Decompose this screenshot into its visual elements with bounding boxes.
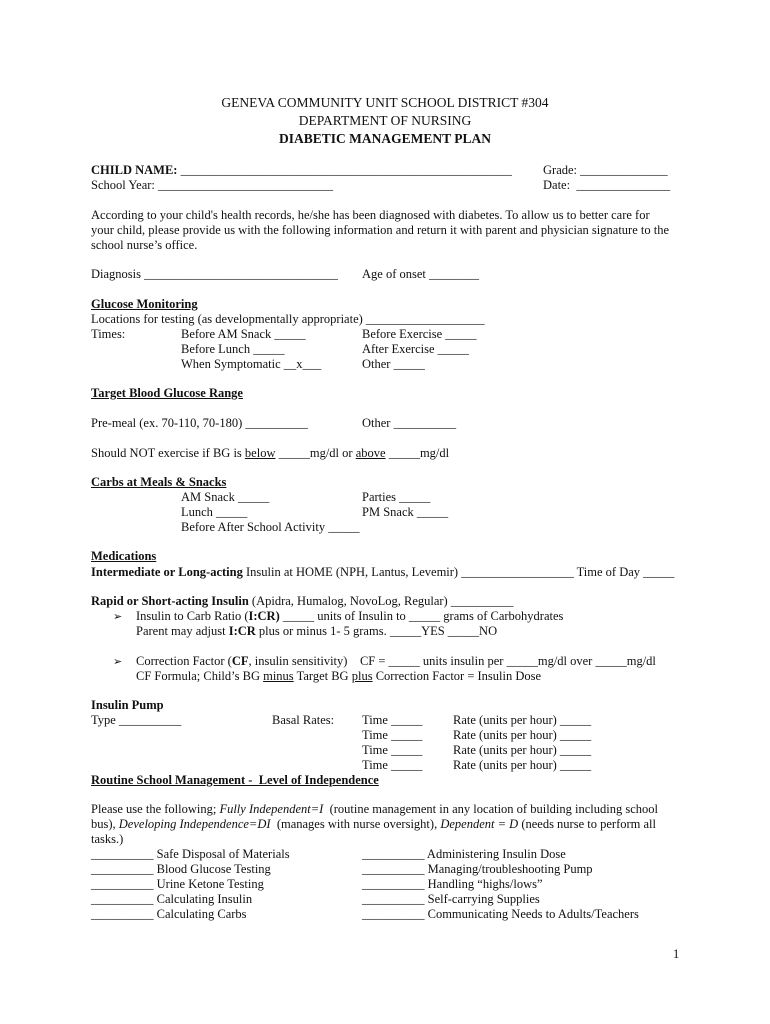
task-item[interactable]: __________ Communicating Needs to Adults/Teachers bbox=[362, 907, 639, 921]
fully-independent-key: Fully Independent=I bbox=[219, 802, 324, 816]
exercise-limit-text: _____mg/dl bbox=[385, 446, 450, 460]
document-title: DIABETIC MANAGEMENT PLAN bbox=[278, 131, 492, 146]
routine-instructions-line-2 bbox=[91, 817, 656, 832]
rapid-insulin-line[interactable] bbox=[91, 594, 513, 609]
basal-time-field[interactable]: Time _____ bbox=[362, 743, 423, 757]
instructions-text: (manages with nurse oversight), bbox=[270, 817, 441, 831]
parent-adjust-line[interactable] bbox=[136, 624, 497, 639]
before-am-snack-field[interactable]: Before AM Snack _____ bbox=[181, 327, 306, 341]
exercise-limit-text: _____mg/dl or bbox=[275, 446, 356, 460]
routine-instructions-line-1 bbox=[91, 802, 658, 817]
parent-adjust-icr: I:CR bbox=[228, 624, 256, 638]
task-item[interactable]: __________ Managing/troubleshooting Pump bbox=[362, 862, 593, 876]
arrow-bullet-icon: ➢ bbox=[113, 610, 123, 623]
times-label: Times: bbox=[91, 327, 126, 341]
formula-minus: minus bbox=[263, 669, 294, 683]
basal-rate-field[interactable]: Rate (units per hour) _____ bbox=[453, 713, 592, 727]
formula-text: Target BG bbox=[293, 669, 352, 683]
intermediate-text: Insulin at HOME (NPH, Lantus, Levemir) __________________ Time of Day _____ bbox=[242, 565, 675, 579]
district-name: GENEVA COMMUNITY UNIT SCHOOL DISTRICT #304 bbox=[221, 95, 549, 110]
pump-type-field[interactable]: Type __________ bbox=[91, 713, 182, 727]
task-item[interactable]: __________ Administering Insulin Dose bbox=[362, 847, 566, 861]
age-of-onset-field[interactable]: Age of onset ________ bbox=[362, 267, 479, 281]
correction-factor-line[interactable] bbox=[136, 654, 656, 669]
cf-label: CF bbox=[231, 654, 249, 668]
parent-adjust-text: Parent may adjust bbox=[136, 624, 229, 638]
above-text: above bbox=[355, 446, 386, 460]
task-item[interactable]: __________ Safe Disposal of Materials bbox=[91, 847, 290, 861]
developing-independence-key: Developing Independence=DI bbox=[118, 817, 271, 831]
basal-time-field[interactable]: Time _____ bbox=[362, 758, 423, 772]
grade-field[interactable]: Grade: ______________ bbox=[543, 163, 668, 177]
carbs-heading: Carbs at Meals & Snacks bbox=[91, 475, 227, 489]
instructions-text: bus), bbox=[91, 817, 119, 831]
formula-text: Correction Factor = Insulin Dose bbox=[372, 669, 542, 683]
basal-rate-field[interactable]: Rate (units per hour) _____ bbox=[453, 758, 592, 772]
am-snack-carbs-field[interactable]: AM Snack _____ bbox=[181, 490, 270, 504]
cf-text: , insulin sensitivity) CF = _____ units insulin per _____mg/dl over _____mg/dl bbox=[248, 654, 656, 668]
after-exercise-field[interactable]: After Exercise _____ bbox=[362, 342, 469, 356]
other-time-field[interactable]: Other _____ bbox=[362, 357, 425, 371]
school-year-field[interactable]: School Year: ____________________________ bbox=[91, 178, 334, 192]
other-range-field[interactable]: Other __________ bbox=[362, 416, 457, 430]
page-number: 1 bbox=[673, 947, 680, 961]
rapid-label: Rapid or Short-acting Insulin bbox=[91, 594, 249, 608]
icr-text: Insulin to Carb Ratio ( bbox=[136, 609, 249, 623]
intermediate-insulin-line[interactable] bbox=[91, 565, 674, 580]
intro-line-3: school nurse’s office. bbox=[91, 238, 198, 252]
before-lunch-field[interactable]: Before Lunch _____ bbox=[181, 342, 285, 356]
diagnosis-field[interactable]: Diagnosis _______________________________ bbox=[91, 267, 338, 281]
cf-text: Correction Factor ( bbox=[136, 654, 232, 668]
date-field[interactable]: Date: _______________ bbox=[543, 178, 671, 192]
icr-text: _____ units of Insulin to _____ grams of Carbohydrates bbox=[279, 609, 564, 623]
parent-adjust-text: plus or minus 1- 5 grams. _____YES _____NO bbox=[255, 624, 498, 638]
child-name-field[interactable]: _____________________________________________________ bbox=[177, 163, 512, 177]
target-range-heading: Target Blood Glucose Range bbox=[91, 386, 243, 400]
cf-formula-line bbox=[136, 669, 541, 684]
routine-instructions-line-3: tasks.) bbox=[91, 832, 124, 846]
child-name-label: CHILD NAME: bbox=[91, 163, 178, 177]
task-item[interactable]: __________ Calculating Carbs bbox=[91, 907, 247, 921]
dependent-key: Dependent = D bbox=[440, 817, 519, 831]
basal-rate-field[interactable]: Rate (units per hour) _____ bbox=[453, 728, 592, 742]
task-item[interactable]: __________ Self-carrying Supplies bbox=[362, 892, 540, 906]
intro-line-1: According to your child's health records, he/she has been diagnosed with diabetes. To allow us to better care for bbox=[91, 208, 650, 222]
rapid-text: (Apidra, Humalog, NovoLog, Regular) __________ bbox=[248, 594, 514, 608]
lunch-carbs-field[interactable]: Lunch _____ bbox=[181, 505, 248, 519]
after-school-activity-field[interactable]: Before After School Activity _____ bbox=[181, 520, 360, 534]
arrow-bullet-icon: ➢ bbox=[113, 655, 123, 668]
intermediate-label: Intermediate or Long-acting bbox=[91, 565, 243, 579]
testing-locations-field[interactable]: Locations for testing (as developmentally appropriate) ___________________ bbox=[91, 312, 485, 326]
task-item[interactable]: __________ Blood Glucose Testing bbox=[91, 862, 271, 876]
premeal-field[interactable]: Pre-meal (ex. 70-110, 70-180) __________ bbox=[91, 416, 308, 430]
instructions-text: Please use the following; bbox=[91, 802, 220, 816]
task-item[interactable]: __________ Urine Ketone Testing bbox=[91, 877, 264, 891]
glucose-monitoring-heading: Glucose Monitoring bbox=[91, 297, 198, 311]
formula-text: CF Formula; Child’s BG bbox=[136, 669, 264, 683]
before-exercise-field[interactable]: Before Exercise _____ bbox=[362, 327, 477, 341]
intro-line-2: your child, please provide us with the following information and return it with parent and physician signature to the bbox=[91, 223, 669, 237]
exercise-limit-text: Should NOT exercise if BG is bbox=[91, 446, 245, 460]
task-item[interactable]: __________ Handling “highs/lows” bbox=[362, 877, 543, 891]
routine-management-heading: Routine School Management - Level of Independence bbox=[91, 773, 379, 787]
when-symptomatic-field[interactable]: When Symptomatic __x___ bbox=[181, 357, 322, 371]
task-item[interactable]: __________ Calculating Insulin bbox=[91, 892, 253, 906]
basal-rate-field[interactable]: Rate (units per hour) _____ bbox=[453, 743, 592, 757]
department-name: DEPARTMENT OF NURSING bbox=[298, 113, 472, 128]
below-text: below bbox=[244, 446, 276, 460]
insulin-pump-heading: Insulin Pump bbox=[91, 698, 164, 712]
medications-heading: Medications bbox=[91, 549, 157, 563]
exercise-limit-line[interactable] bbox=[91, 446, 449, 461]
pm-snack-carbs-field[interactable]: PM Snack _____ bbox=[362, 505, 449, 519]
basal-time-field[interactable]: Time _____ bbox=[362, 713, 423, 727]
child-name-line bbox=[91, 163, 512, 178]
parties-carbs-field[interactable]: Parties _____ bbox=[362, 490, 431, 504]
instructions-text: (needs nurse to perform all bbox=[518, 817, 656, 831]
insulin-carb-ratio-line[interactable] bbox=[136, 609, 563, 624]
basal-rates-label: Basal Rates: bbox=[272, 713, 335, 727]
instructions-text: (routine management in any location of building including school bbox=[323, 802, 658, 816]
basal-time-field[interactable]: Time _____ bbox=[362, 728, 423, 742]
icr-label: I:CR) bbox=[248, 609, 280, 623]
formula-plus: plus bbox=[351, 669, 373, 683]
